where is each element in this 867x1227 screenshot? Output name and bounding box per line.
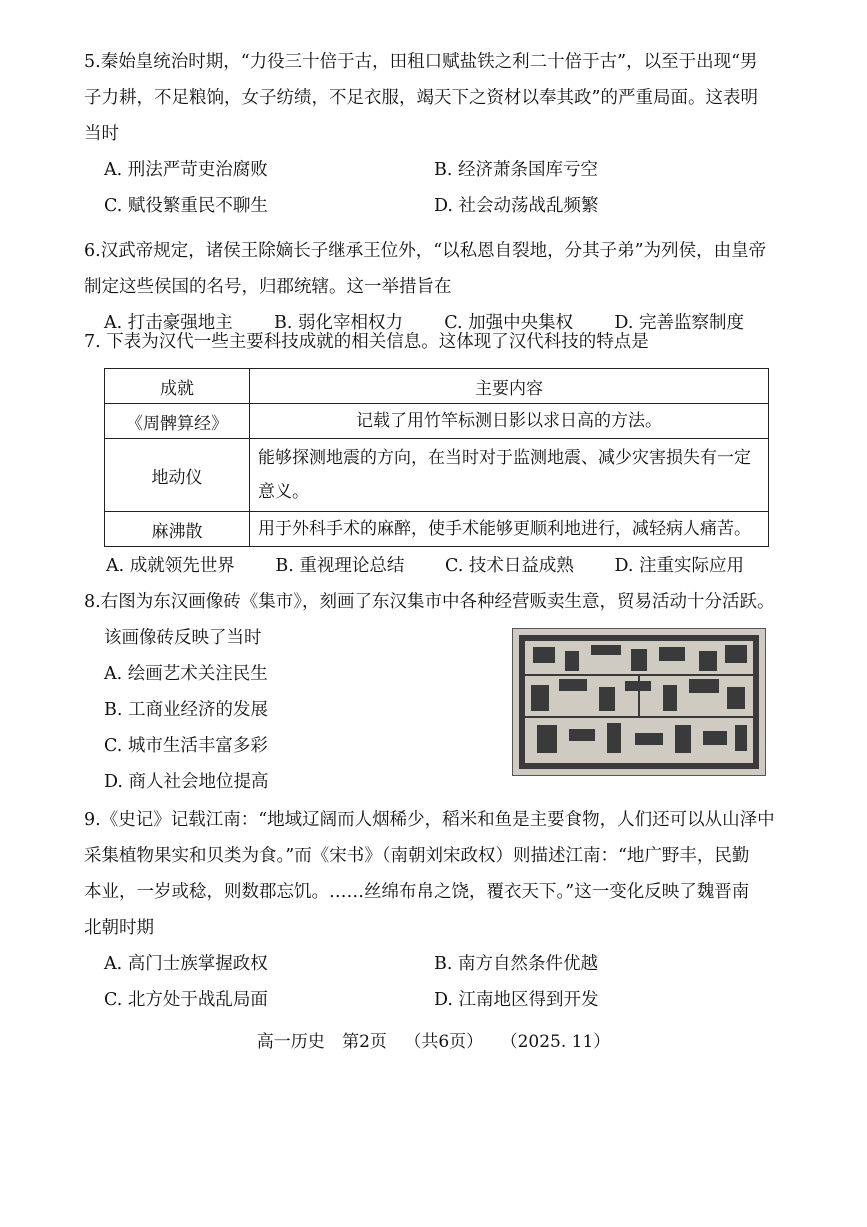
- option-c[interactable]: C. 城市生活丰富多彩: [104, 736, 268, 756]
- option-c[interactable]: C. 加强中央集权: [444, 313, 574, 333]
- question-5: [84, 44, 784, 224]
- option-b[interactable]: B. 弱化宰相权力: [274, 313, 404, 333]
- table-header-row: [105, 369, 769, 404]
- question-stem-line: 9.《史记》记载江南：“地域辽阔而人烟稀少，稻米和鱼是主要食物，人们还可以从山泽中: [84, 810, 775, 830]
- option-b[interactable]: B. 工商业经济的发展: [104, 700, 268, 720]
- question-7: [84, 324, 784, 360]
- option-b[interactable]: B. 经济萧条国库亏空: [434, 160, 598, 180]
- table-cell-name: 《周髀算经》: [105, 404, 250, 439]
- table-row: [105, 439, 769, 512]
- option-c[interactable]: C. 技术日益成熟: [444, 556, 574, 576]
- question-stem-line: 北朝时期: [84, 918, 154, 938]
- table-header-content: 主要内容: [250, 369, 769, 404]
- options-row: [84, 188, 784, 224]
- option-c[interactable]: C. 北方处于战乱局面: [104, 990, 268, 1010]
- achievements-table: [104, 368, 769, 547]
- option-c[interactable]: C. 赋役繁重民不聊生: [104, 196, 268, 216]
- options-row: [84, 152, 784, 188]
- question-stem-line: 本业，一岁或稔，则数郡忘饥。……丝绵布帛之饶，覆衣天下。”这一变化反映了魏晋南: [84, 882, 750, 902]
- table-row: [105, 512, 769, 547]
- question-stem-line: 5.秦始皇统治时期，“力役三十倍于古，田租口赋盐铁之利二十倍于古”，以至于出现“男: [84, 52, 758, 72]
- option-a[interactable]: A. 高门士族掌握政权: [104, 954, 268, 974]
- options-row: [84, 946, 784, 982]
- table-header-achievement: 成就: [105, 369, 250, 404]
- table-cell-content: 用于外科手术的麻醉，使手术能够更顺利地进行，减轻病人痛苦。: [250, 512, 769, 547]
- option-d[interactable]: D. 社会动荡战乱频繁: [434, 196, 599, 216]
- question-stem-line: 该画像砖反映了当时: [104, 628, 262, 648]
- market-relief-image: [512, 628, 766, 776]
- question-stem-line: 采集植物果实和贝类为食。”而《宋书》（南朝刘宋政权）则描述江南：“地广野丰，民勤: [84, 846, 750, 866]
- table-row: [105, 404, 769, 439]
- question-stem-line: 8.右图为东汉画像砖《集市》，刻画了东汉集市中各种经营贩卖生意，贸易活动十分活跃。: [84, 592, 775, 612]
- question-stem-line: 子力耕，不足粮饷，女子纺绩，不足衣服，竭天下之资材以奉其政”的严重局面。这表明: [84, 88, 758, 108]
- question-9: [84, 802, 784, 1018]
- footer-date: （2025. 11）: [500, 1032, 611, 1052]
- question-7-options: [84, 548, 784, 584]
- table-cell-content: 能够探测地震的方向，在当时对于监测地震、减少灾害损失有一定意义。: [250, 439, 769, 512]
- options-row: [84, 982, 784, 1018]
- option-d[interactable]: D. 注重实际应用: [614, 556, 744, 576]
- option-a[interactable]: A. 绘画艺术关注民生: [104, 664, 268, 684]
- question-stem-line: 当时: [84, 124, 119, 144]
- question-stem-line: 6.汉武帝规定，诸侯王除嫡长子继承王位外，“以私恩自裂地，分其子弟”为列侯，由皇帝: [84, 241, 767, 261]
- options-row: [84, 548, 784, 584]
- footer-total-pages: （共6页）: [404, 1032, 484, 1052]
- option-b[interactable]: B. 重视理论总结: [275, 556, 405, 576]
- table-cell-name: 地动仪: [105, 439, 250, 512]
- page-footer: [0, 1027, 867, 1052]
- footer-subject: 高一历史: [256, 1032, 325, 1052]
- option-d[interactable]: D. 完善监察制度: [614, 313, 744, 333]
- option-a[interactable]: A. 成就领先世界: [106, 556, 235, 576]
- table-cell-name: 麻沸散: [105, 512, 250, 547]
- option-b[interactable]: B. 南方自然条件优越: [434, 954, 598, 974]
- option-d[interactable]: D. 商人社会地位提高: [104, 772, 269, 792]
- market-relief-illustration: [513, 629, 765, 775]
- question-stem-line: 制定这些侯国的名号，归郡统辖。这一举措旨在: [84, 277, 452, 297]
- option-d[interactable]: D. 江南地区得到开发: [434, 990, 599, 1010]
- table-cell-content: 记载了用竹竿标测日影以求日高的方法。: [250, 404, 769, 439]
- option-a[interactable]: A. 刑法严苛吏治腐败: [104, 160, 268, 180]
- question-stem-line: 7. 下表为汉代一些主要科技成就的相关信息。这体现了汉代科技的特点是: [84, 332, 649, 352]
- option-a[interactable]: A. 打击豪强地主: [104, 313, 233, 333]
- footer-page-number: 第2页: [342, 1032, 387, 1052]
